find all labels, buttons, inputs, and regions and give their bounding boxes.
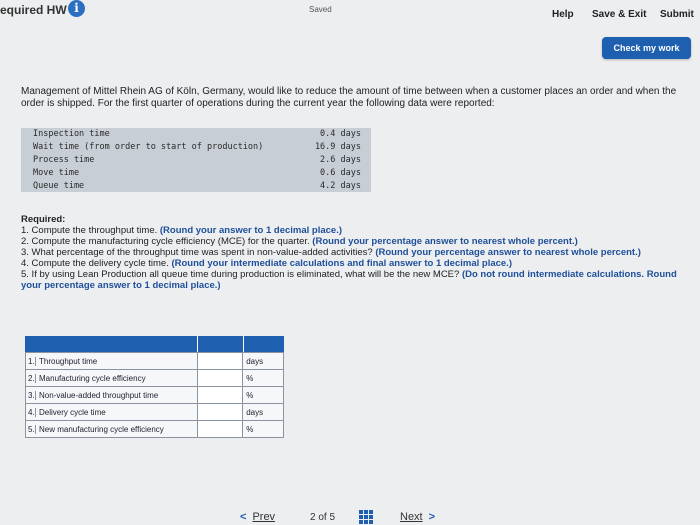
info-icon[interactable]: i bbox=[68, 0, 85, 17]
top-bar bbox=[0, 0, 700, 30]
next-label: Next bbox=[400, 511, 423, 523]
answer-number: 2. bbox=[28, 373, 35, 383]
bottom-navigation bbox=[0, 505, 700, 525]
required-item bbox=[21, 247, 691, 258]
saved-status: Saved bbox=[309, 5, 332, 14]
required-item bbox=[21, 225, 691, 236]
required-heading: Required: bbox=[21, 214, 66, 225]
required-text: 3. What percentage of the throughput time was spent in non-value-added activities? bbox=[21, 247, 376, 258]
answer-grid bbox=[25, 352, 284, 438]
required-text: 2. Compute the manufacturing cycle efficiency (MCE) for the quarter. bbox=[21, 236, 313, 247]
answer-label-cell bbox=[26, 370, 198, 387]
data-table-row bbox=[21, 179, 371, 192]
data-table-row bbox=[21, 166, 371, 179]
answer-label-cell bbox=[26, 421, 198, 438]
answer-unit: % bbox=[243, 387, 284, 404]
page-total: 5 bbox=[329, 512, 336, 523]
answer-number: 1. bbox=[28, 356, 35, 366]
page-current: 2 bbox=[310, 512, 316, 523]
page-indicator bbox=[310, 512, 335, 523]
answer-number: 4. bbox=[28, 407, 35, 417]
answer-label-cell bbox=[26, 404, 198, 421]
data-label: Inspection time bbox=[33, 129, 110, 140]
required-item bbox=[21, 236, 691, 247]
data-table-row bbox=[21, 141, 371, 154]
data-value: 2.6 days bbox=[320, 154, 361, 165]
data-value: 4.2 days bbox=[320, 180, 361, 191]
data-table-row bbox=[21, 128, 371, 141]
answer-label: New manufacturing cycle efficiency bbox=[39, 424, 164, 434]
submit-button[interactable]: Submit bbox=[660, 9, 694, 20]
chevron-left-icon: < bbox=[240, 511, 247, 523]
answer-unit: days bbox=[243, 353, 284, 370]
check-my-work-button[interactable]: Check my work bbox=[602, 37, 691, 59]
answer-row bbox=[26, 387, 284, 404]
prev-button[interactable] bbox=[240, 511, 275, 523]
answer-input[interactable] bbox=[197, 370, 243, 387]
answer-label-cell bbox=[26, 387, 198, 404]
required-note: (Round your intermediate calculations and final answer to 1 decimal place.) bbox=[171, 258, 512, 269]
answer-label: Throughput time bbox=[39, 356, 98, 366]
required-text: 5. If by using Lean Production all queue time during production is eliminated, what will be the new MCE? bbox=[21, 269, 462, 280]
required-text: 4. Compute the delivery cycle time. bbox=[21, 258, 172, 269]
answer-unit: % bbox=[243, 421, 284, 438]
operations-data-table bbox=[21, 128, 371, 192]
answer-label: Non-value-added throughput time bbox=[39, 390, 159, 400]
answer-row bbox=[26, 404, 284, 421]
answer-unit: days bbox=[243, 404, 284, 421]
required-note: (Round your percentage answer to nearest whole percent.) bbox=[375, 247, 641, 258]
required-text: 1. Compute the throughput time. bbox=[21, 225, 160, 236]
data-label: Queue time bbox=[33, 180, 85, 191]
data-label: Move time bbox=[33, 167, 80, 178]
data-value: 0.6 days bbox=[320, 167, 361, 178]
help-button[interactable]: Help bbox=[552, 9, 574, 20]
answer-input[interactable] bbox=[197, 404, 243, 421]
save-exit-button[interactable]: Save & Exit bbox=[592, 9, 647, 20]
answer-label: Manufacturing cycle efficiency bbox=[39, 373, 146, 383]
answer-table bbox=[25, 336, 284, 436]
answer-row bbox=[26, 370, 284, 387]
problem-intro: Management of Mittel Rhein AG of Köln, Germany, would like to reduce the amount of time between when a customer places an order and when the order is shipped. For the first quarter of operations during the current year the following data were reported: bbox=[21, 86, 677, 109]
answer-table-header bbox=[25, 336, 284, 352]
required-item bbox=[21, 258, 691, 269]
answer-input[interactable] bbox=[197, 387, 243, 404]
answer-unit: % bbox=[243, 370, 284, 387]
data-label: Wait time (from order to start of production) bbox=[33, 142, 264, 153]
answer-number: 5. bbox=[28, 424, 35, 434]
required-item bbox=[21, 269, 691, 291]
answer-row bbox=[26, 353, 284, 370]
data-label: Process time bbox=[33, 154, 95, 165]
required-note: (Round your percentage answer to nearest whole percent.) bbox=[312, 236, 578, 247]
data-value: 0.4 days bbox=[320, 129, 361, 140]
answer-input[interactable] bbox=[197, 353, 243, 370]
data-value: 16.9 days bbox=[314, 142, 361, 153]
required-note: (Do not round intermediate calculations. Round your percentage answer to 1 decimal place.) bbox=[21, 269, 677, 291]
answer-row bbox=[26, 421, 284, 438]
chevron-right-icon: > bbox=[428, 511, 436, 523]
answer-label-cell bbox=[26, 353, 198, 370]
data-table-row bbox=[21, 154, 371, 167]
answer-number: 3. bbox=[28, 390, 35, 400]
next-button[interactable] bbox=[400, 511, 435, 523]
answer-label: Delivery cycle time bbox=[39, 407, 106, 417]
required-section bbox=[21, 214, 691, 291]
prev-label: Prev bbox=[252, 511, 276, 523]
assignment-title: equired HW bbox=[0, 3, 67, 17]
page-of: of bbox=[318, 512, 327, 523]
grid-icon[interactable] bbox=[359, 510, 373, 524]
required-note: (Round your answer to 1 decimal place.) bbox=[159, 225, 343, 236]
answer-input[interactable] bbox=[197, 421, 243, 438]
